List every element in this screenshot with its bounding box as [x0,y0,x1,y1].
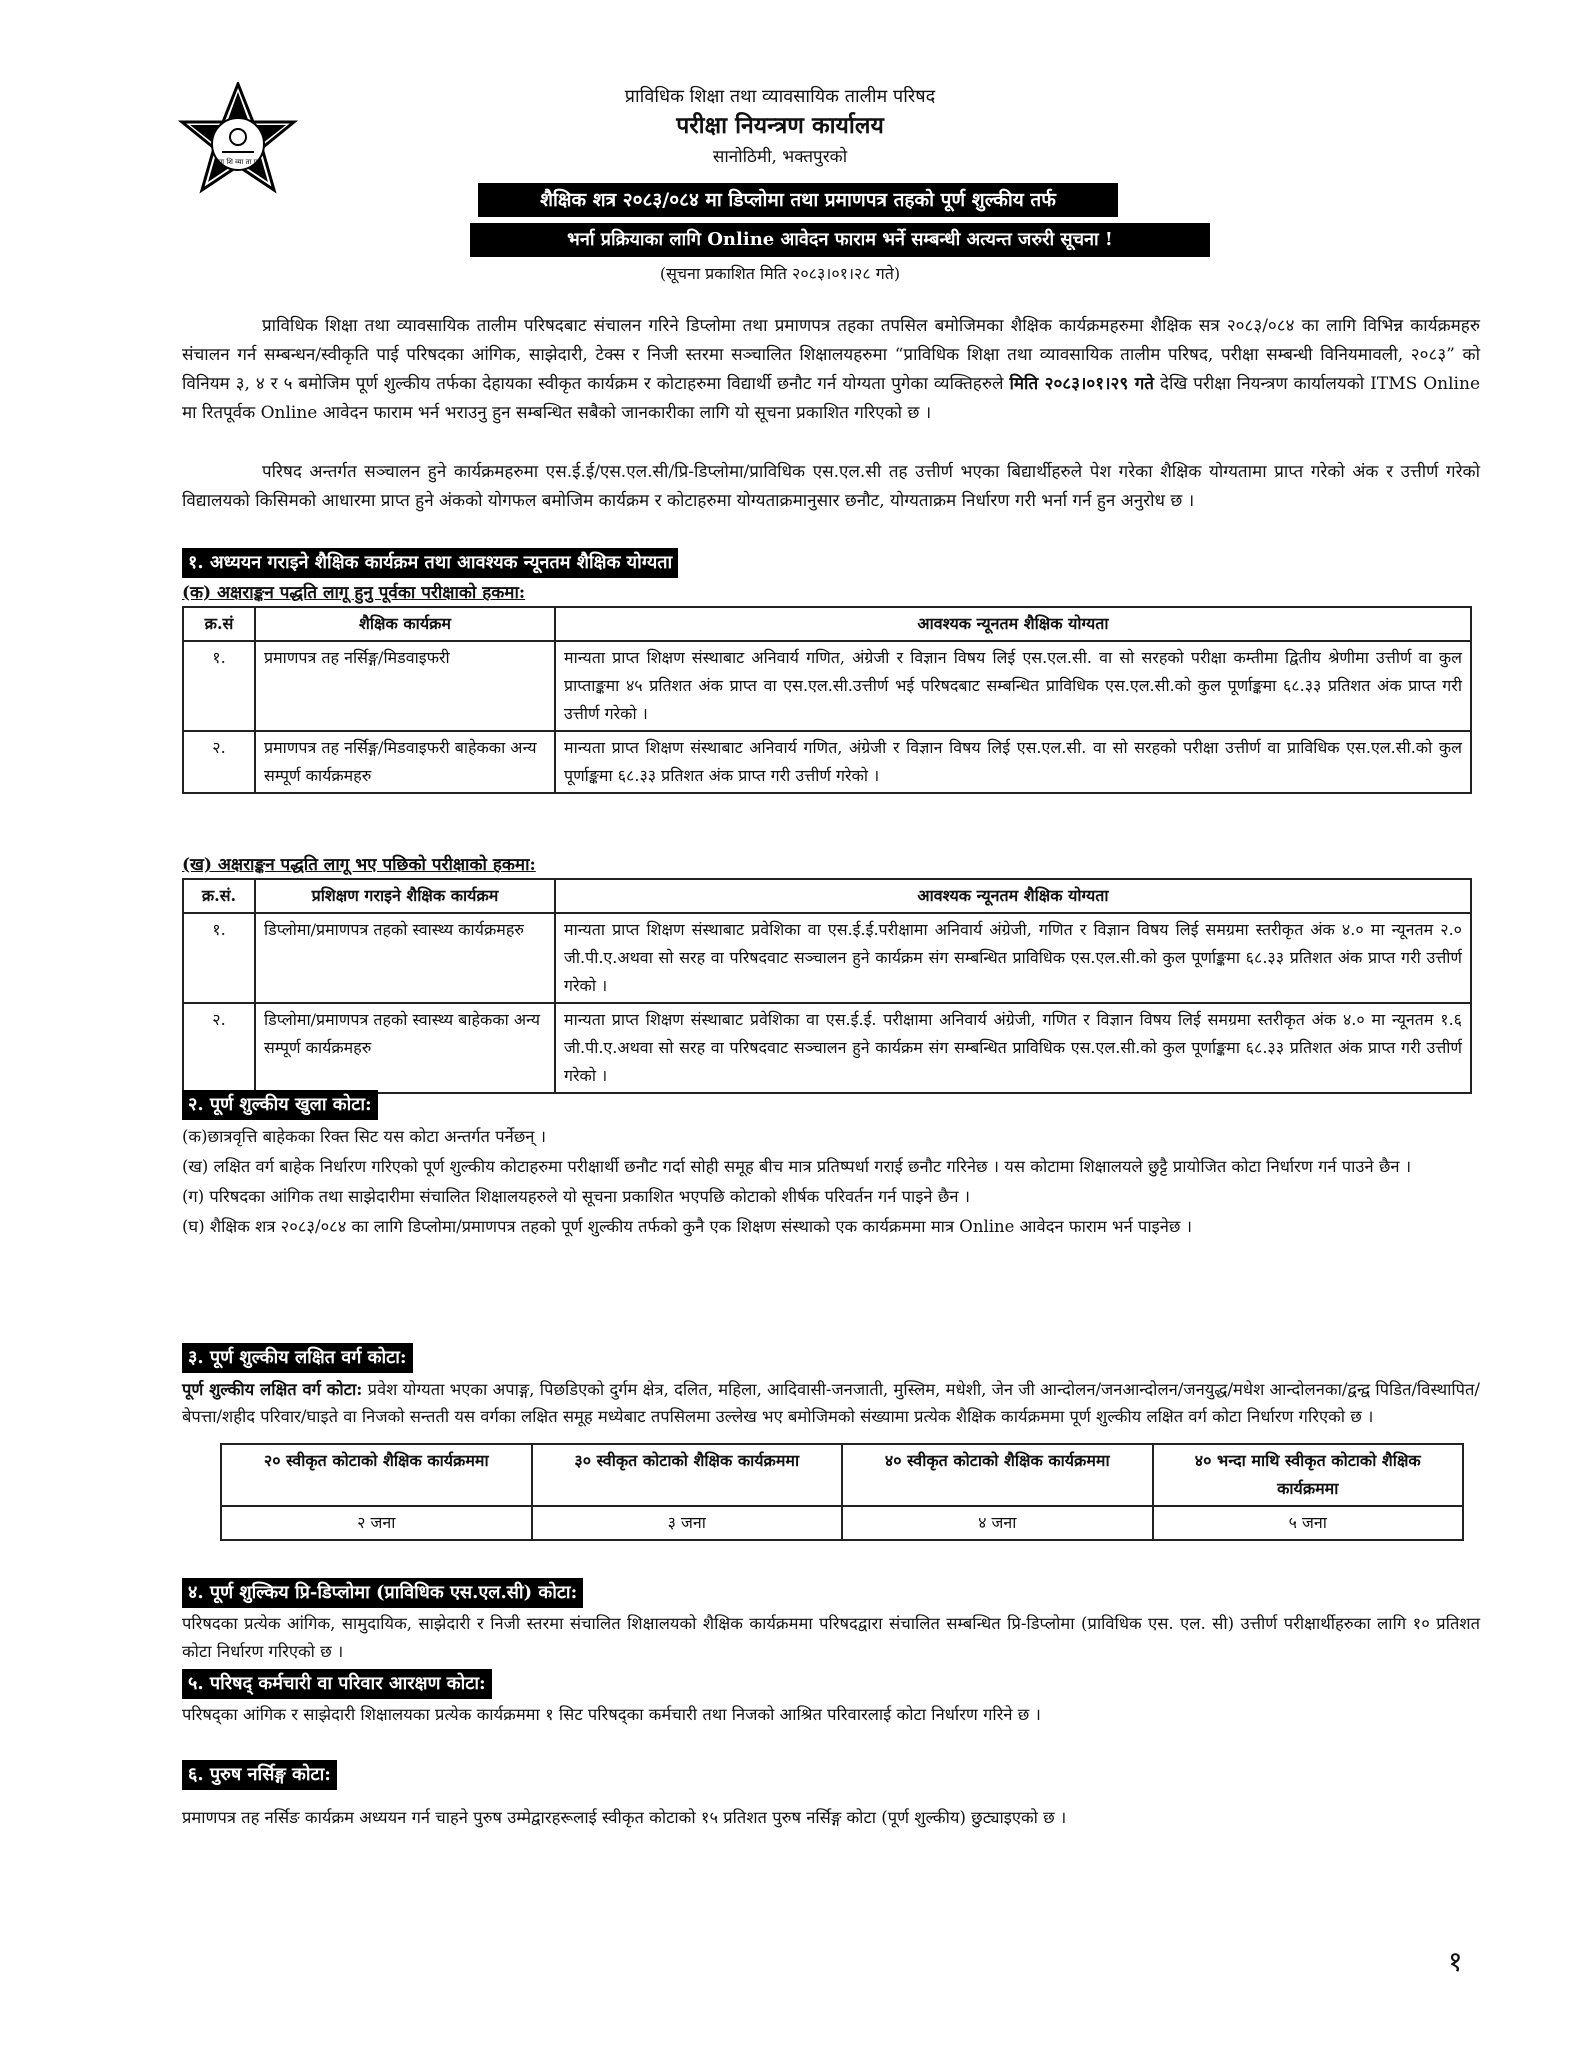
table-row [221,1506,1463,1540]
table-b-title: (ख) अक्षराङ्कन पद्धति लागू भए पछिको परीक्षाको हकमा: [182,855,536,875]
cell-sn: २. [183,1003,255,1093]
table-row [183,641,1471,731]
intro-text-b: देखि परीक्षा नियन्त्रण कार्यालयको ITMS Online मा रितपूर्वक Online आवेदन फाराम भर्न भराउनु हुन सम्बन्धित सबैको जानकारीका लागि यो सूचना प्रकाशित गरिएको छ । [182,374,1481,423]
cell-qualification: मान्यता प्राप्त शिक्षण संस्थाबाट प्रवेशिका वा एस.ई.ई.परीक्षामा अनिवार्य अंग्रेजी, गणित र विज्ञान विषय लिई समग्रमा स्तरीकृत अंक ४.० मा न्यूनतम २.० जी.पी.ए.अथवा सो सरह वा परिषदवाट सञ्चालन हुने कार्यक्रम संग सम्बन्धित प्राविधिक एस.एल.सी.को कुल पूर्णाङ्कमा ६८.३३ प्रतिशत अंक प्राप्त गरी उत्तीर्ण गरेको । [555,913,1471,1003]
cell-sn: १. [183,641,255,731]
section-4-heading: ४. पूर्ण शुल्किय प्रि-डिप्लोमा (प्राविधिक एस.एल.सी) कोटा: [182,1578,583,1608]
col-header-qualification: आवश्यक न्यूनतम शैक्षिक योग्यता [555,879,1471,913]
table-header-row [183,879,1471,913]
cell-quota-20: २ जना [221,1506,532,1540]
list-item: (ग) परिषदका आंगिक तथा साझेदारीमा संचालित शिक्षालयहरुले यो सूचना प्रकाशित भएपछि कोटाको शीर्षक परिवर्तन गर्न पाइने छैन । [182,1187,971,1206]
cell-program: प्रमाणपत्र तह नर्सिङ्ग/मिडवाइफरी [255,641,555,731]
published-date: (सूचना प्रकाशित मिति २०८३।०१।२८ गते) [659,264,901,283]
notice-title-line1: शैक्षिक शत्र २०८३/०८४ मा डिप्लोमा तथा प्रमाणपत्र तहको पूर्ण शुल्कीय तर्फ [478,183,1118,217]
section-1-heading: १. अध्ययन गराइने शैक्षिक कार्यक्रम तथा आवश्यक न्यूनतम शैक्षिक योग्यता [182,548,678,578]
list-item: (घ) शैक्षिक शत्र २०८३/०८४ का लागि डिप्लोमा/प्रमाणपत्र तहको पूर्ण शुल्कीय तर्फको कुनै एक शिक्षण संस्थाको एक कार्यक्रममा मात्र Online आवेदन फाराम भर्न पाइनेछ । [182,1217,1192,1236]
intro-paragraph-2: परिषद अन्तर्गत सञ्चालन हुने कार्यक्रमहरुमा एस.ई.ई/एस.एल.सी/प्रि-डिप्लोमा/प्राविधिक एस.एल.सी तह उत्तीर्ण भएका बिद्यार्थीहरुले पेश गरेका शैक्षिक योग्यतामा प्राप्त गरेको अंक र उत्तीर्ण गरेको विद्यालयको किसिमको आधारमा प्राप्त हुने अंकको योगफल बमोजिम कार्यक्रम र कोटाहरुमा योग्यताक्रमानुसार छनौट, योग्यताक्रम निर्धारण गरी भर्ना गर्न हुन अनुरोध छ । [182,462,1480,511]
notice-title-line2: भर्ना प्रक्रियाका लागि Online आवेदन फाराम भर्ने सम्बन्धी अत्यन्त जरुरी सूचना ! [470,223,1210,257]
section-5-heading: ५. परिषद् कर्मचारी वा परिवार आरक्षण कोटा: [182,1669,492,1699]
intro-paragraph-1 [182,312,1480,428]
cell-sn: २. [183,731,255,793]
pre-diploma-quota-text: परिषदका प्रत्येक आंगिक, सामुदायिक, साझेदारी र निजी स्तरमा संचालित शिक्षालयको शैक्षिक कार्यक्रममा परिषदद्वारा संचालित सम्बन्धित प्रि-डिप्लोमा (प्राविधिक एस. एल. सी) उत्तीर्ण परीक्षार्थीहरुका लागि १० प्रतिशत कोटा निर्धारण गरिएको छ । [182,1614,1480,1661]
list-item: (ख) लक्षित वर्ग बाहेक निर्धारण गरिएको पूर्ण शुल्कीय कोटाहरुमा परीक्षार्थी छनौट गर्दा सोही समूह बीच मात्र प्रतिष्पर्धा गराई छनौट गरिनेछ । यस कोटामा शिक्षालयले छुट्टै प्रायोजित कोटा निर्धारण गर्न पाउने छैन । [182,1157,1412,1176]
intro-text-a: प्राविधिक शिक्षा तथा व्यावसायिक तालीम परिषदबाट संचालन गरिने डिप्लोमा तथा प्रमाणपत्र तहका तपसिल बमोजिमका शैक्षिक कार्यक्रमहरुमा शैक्षिक सत्र २०८३/०८४ का लागि विभिन्न कार्यक्रमहरु संचालन गर्न सम्बन्धन/स्वीकृति पाई परिषदका आंगिक, साझेदारी, टेक्स र निजी स्तरमा सञ्चालित शिक्षालयहरुमा “प्राविधिक शिक्षा तथा व्यावसायिक तालीम परिषद, परीक्षा सम्बन्धी विनियमावली, २०८३” को विनियम ३, ४ र ५ बमोजिम पूर्ण शुल्कीय तर्फका देहायका स्वीकृत कार्यक्रम र कोटाहरुमा विद्यार्थी छनौट गर्न योग्यता पुगेका व्यक्तिहरुले [182,316,1480,394]
cell-program: प्रमाणपत्र तह नर्सिङ्ग/मिडवाइफरी बाहेकका अन्य सम्पूर्ण कार्यक्रमहरु [255,731,555,793]
cell-quota-30: ३ जना [532,1506,843,1540]
table-header-row [221,1444,1463,1506]
col-header-quota-20: २० स्वीकृत कोटाको शैक्षिक कार्यक्रममा [221,1444,532,1506]
col-header-quota-40: ४० स्वीकृत कोटाको शैक्षिक कार्यक्रममा [842,1444,1153,1506]
cell-qualification: मान्यता प्राप्त शिक्षण संस्थाबाट अनिवार्य गणित, अंग्रेजी र विज्ञान विषय लिई एस.एल.सी. वा सो सरहको परीक्षा उत्तीर्ण वा प्राविधिक एस.एल.सी.को कुल पूर्णाङ्कमा ६८.३३ प्रतिशत अंक प्राप्त गरी उत्तीर्ण गरेको । [555,731,1471,793]
target-quota-text [182,1376,1480,1430]
qualification-table-b [182,878,1472,1094]
table-row [183,913,1471,1003]
cell-qualification: मान्यता प्राप्त शिक्षण संस्थाबाट प्रवेशिका वा एस.ई.ई. परीक्षामा अनिवार्य अंग्रेजी, गणित र विज्ञान विषय लिई समग्रमा स्तरीकृत अंक ४.० मा न्यूनतम १.६ जी.पी.ए.अथवा सो सरह वा परिषदवाट सञ्चालन हुने कार्यक्रम संग सम्बन्धित प्राविधिक एस.एल.सी.को कुल पूर्णाङ्कमा ६८.३३ प्रतिशत अंक प्राप्त गरी उत्तीर्ण गरेको । [555,1003,1471,1093]
section-3-heading: ३. पूर्ण शुल्कीय लक्षित वर्ग कोटा: [182,1343,413,1373]
target-quota-body: प्रवेश योग्यता भएका अपाङ्ग, पिछडिएको दुर्गम क्षेत्र, दलित, महिला, आदिवासी-जनजाती, मुस्लिम, मधेशी, जेन जी आन्दोलन/जनआन्दोलन/जनयुद्ध/मधेश आन्दोलनका/द्वन्द्व पिडित/विस्थापित/बेपत्ता/शहीद परिवार/घाइते वा निजको सन्तती यस वर्गका लक्षित समूह मध्येबाट तपसिलमा उल्लेख भए बमोजिमको संख्यामा प्रत्येक शैक्षिक कार्यक्रममा पूर्ण शुल्कीय लक्षित वर्ग कोटा निर्धारण गरिएको छ । [182,1380,1480,1426]
col-header-program: शैक्षिक कार्यक्रम [255,607,555,641]
target-quota-table [220,1443,1464,1541]
col-header-sn: क्र.सं [183,607,255,641]
col-header-program: प्रशिक्षण गराइने शैक्षिक कार्यक्रम [255,879,555,913]
cell-program: डिप्लोमा/प्रमाणपत्र तहको स्वास्थ्य बाहेकका अन्य सम्पूर्ण कार्यक्रमहरु [255,1003,555,1093]
qualification-table-a [182,606,1472,794]
table-header-row [183,607,1471,641]
list-item: (क)छात्रवृत्ति बाहेकका रिक्त सिट यस कोटा अन्तर्गत पर्नेछन् । [182,1127,546,1146]
page-number: १ [1448,1945,1463,1978]
table-a-title: (क) अक्षराङ्कन पद्धति लागू हुनु पूर्वका परीक्षाको हकमा: [182,583,526,603]
ctevt-logo-icon [178,82,298,222]
cell-quota-40: ४ जना [842,1506,1153,1540]
council-name: प्राविधिक शिक्षा तथा व्यावसायिक तालीम परिषद [624,86,936,107]
col-header-qualification: आवश्यक न्यूनतम शैक्षिक योग्यता [555,607,1471,641]
male-nursing-quota-text: प्रमाणपत्र तह नर्सिङ कार्यक्रम अध्ययन गर्न चाहने पुरुष उम्मेद्वारहरूलाई स्वीकृत कोटाको १५ प्रतिशत पुरुष नर्सिङ्ग कोटा (पूर्ण शुल्कीय) छुट्याइएको छ । [182,1808,1067,1827]
cell-program: डिप्लोमा/प्रमाणपत्र तहको स्वास्थ्य कार्यक्रमहरु [255,913,555,1003]
open-quota-list [182,1123,1480,1243]
section-6-heading: ६. पुरुष नर्सिङ्ग कोटा: [182,1760,337,1790]
application-start-date: मिति २०८३।०१।२९ गते [1009,374,1154,394]
col-header-quota-30: ३० स्वीकृत कोटाको शैक्षिक कार्यक्रममा [532,1444,843,1506]
col-header-sn: क्र.सं. [183,879,255,913]
logo-text: प्रा शि व्या ता प [218,158,258,166]
section-2-heading: २. पूर्ण शुल्कीय खुला कोटा: [182,1090,378,1120]
cell-quota-above-40: ५ जना [1153,1506,1464,1540]
office-name: परीक्षा नियन्त्रण कार्यालय [676,112,884,139]
cell-sn: १. [183,913,255,1003]
table-row [183,731,1471,793]
staff-quota-text: परिषद्का आंगिक र साझेदारी शिक्षालयका प्रत्येक कार्यक्रममा १ सिट परिषद्का कर्मचारी तथा निजको आश्रित परिवारलाई कोटा निर्धारण गरिने छ । [182,1705,1041,1724]
target-quota-lead: पूर्ण शुल्कीय लक्षित वर्ग कोटा: [182,1380,363,1399]
cell-qualification: मान्यता प्राप्त शिक्षण संस्थाबाट अनिवार्य गणित, अंग्रेजी र विज्ञान विषय लिई एस.एल.सी. वा सो सरहको परीक्षा कम्तीमा द्वितीय श्रेणीमा उत्तीर्ण वा कुल प्राप्ताङ्कमा ४५ प्रतिशत अंक प्राप्त वा एस.एल.सी.उत्तीर्ण भई परिषदबाट सम्बन्धित प्राविधिक एस.एल.सी.को कुल पूर्णाङ्कमा ६८.३३ प्रतिशत अंक प्राप्त गरी उत्तीर्ण गरेको । [555,641,1471,731]
office-location: सानोठिमी, भक्तपुरको [712,147,848,167]
table-row [183,1003,1471,1093]
col-header-quota-above-40: ४० भन्दा माथि स्वीकृत कोटाको शैक्षिक कार्यक्रममा [1153,1444,1464,1506]
